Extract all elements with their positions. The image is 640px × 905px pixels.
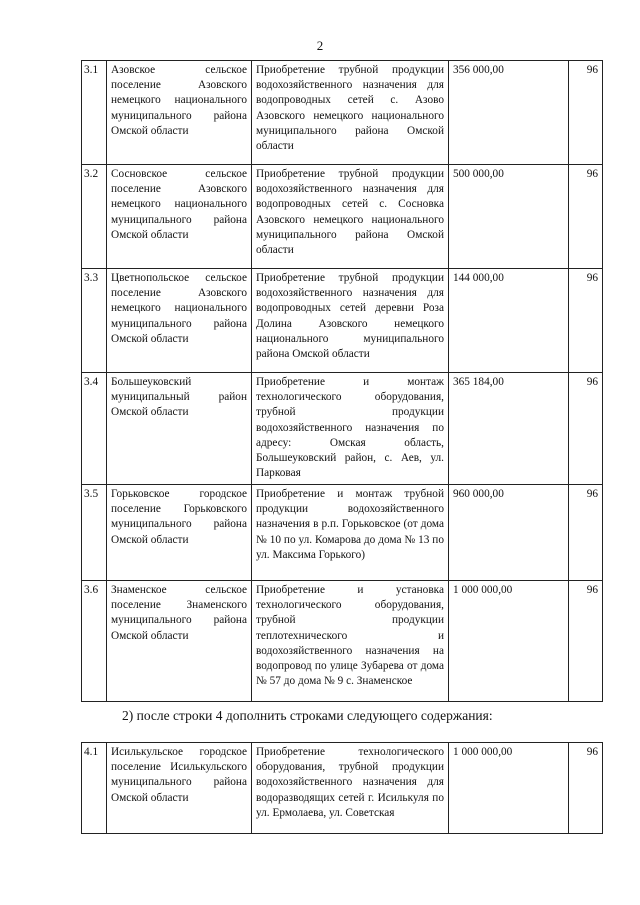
table-row [82, 485, 603, 581]
added-rows-table [81, 742, 603, 834]
purpose-cell: Приобретение трубной продукции водохозяйственного назначения для водопроводных сетей деревни Роза Долина Азовского немецкого национального муниципального района Омской области [252, 269, 449, 373]
amount-cell: 144 000,00 [449, 269, 569, 373]
row-number: 3.5 [82, 485, 107, 581]
allocation-table [81, 60, 603, 702]
purpose-cell: Приобретение трубной продукции водохозяйственного назначения для водопроводных сетей с. Азово Азовского немецкого национального муниципального района Омской области [252, 61, 449, 165]
municipality-cell: Сосновское сельское поселение Азовского немецкого национального муниципального района Омской области [107, 165, 252, 269]
amount-cell: 365 184,00 [449, 373, 569, 485]
page-number: 2 [316, 38, 324, 53]
table-row [82, 61, 603, 165]
table-row [82, 743, 603, 834]
municipality-cell: Азовское сельское поселение Азовского немецкого национального муниципального района Омской области [107, 61, 252, 165]
code-cell: 96 [569, 373, 603, 485]
row-number: 4.1 [82, 743, 107, 834]
table-row [82, 269, 603, 373]
purpose-cell: Приобретение трубной продукции водохозяйственного назначения для водопроводных сетей с. Сосновка Азовского немецкого национального муниципального района Омской области [252, 165, 449, 269]
purpose-cell: Приобретение и установка технологического оборудования, трубной продукции теплотехнического и водохозяйственного назначения на водопровод по улице Зубарева от дома № 57 до дома № 9 с. Знаменское [252, 581, 449, 702]
row-number: 3.3 [82, 269, 107, 373]
row-number: 3.1 [82, 61, 107, 165]
code-cell: 96 [569, 269, 603, 373]
municipality-cell: Большеуковский муниципальный район Омской области [107, 373, 252, 485]
amount-cell: 1 000 000,00 [449, 743, 569, 834]
table-row [82, 373, 603, 485]
amount-cell: 500 000,00 [449, 165, 569, 269]
municipality-cell: Цветнопольское сельское поселение Азовского немецкого национального муниципального района Омской области [107, 269, 252, 373]
purpose-cell: Приобретение технологического оборудования, трубной продукции водохозяйственного назначения для водоразводящих сетей г. Исилькуля по ул. Ермолаева, ул. Советская [252, 743, 449, 834]
amendment-note: 2) после строки 4 дополнить строками следующего содержания: [122, 708, 493, 723]
purpose-cell: Приобретение и монтаж технологического оборудования, трубной продукции водохозяйственного назначения по адресу: Омская область, Большеуковский район, с. Аев, ул. Парковая [252, 373, 449, 485]
table-row [82, 581, 603, 702]
municipality-cell: Знаменское сельское поселение Знаменского муниципального района Омской области [107, 581, 252, 702]
amount-cell: 356 000,00 [449, 61, 569, 165]
table-row [82, 165, 603, 269]
code-cell: 96 [569, 165, 603, 269]
code-cell: 96 [569, 743, 603, 834]
municipality-cell: Исилькульское городское поселение Исилькульского муниципального района Омской области [107, 743, 252, 834]
code-cell: 96 [569, 581, 603, 702]
amount-cell: 960 000,00 [449, 485, 569, 581]
row-number: 3.4 [82, 373, 107, 485]
amount-cell: 1 000 000,00 [449, 581, 569, 702]
row-number: 3.6 [82, 581, 107, 702]
code-cell: 96 [569, 485, 603, 581]
municipality-cell: Горьковское городское поселение Горьковского муниципального района Омской области [107, 485, 252, 581]
code-cell: 96 [569, 61, 603, 165]
purpose-cell: Приобретение и монтаж трубной продукции водохозяйственного назначения в р.п. Горьковское (от дома № 10 по ул. Комарова до дома № 13 по ул. Максима Горького) [252, 485, 449, 581]
row-number: 3.2 [82, 165, 107, 269]
